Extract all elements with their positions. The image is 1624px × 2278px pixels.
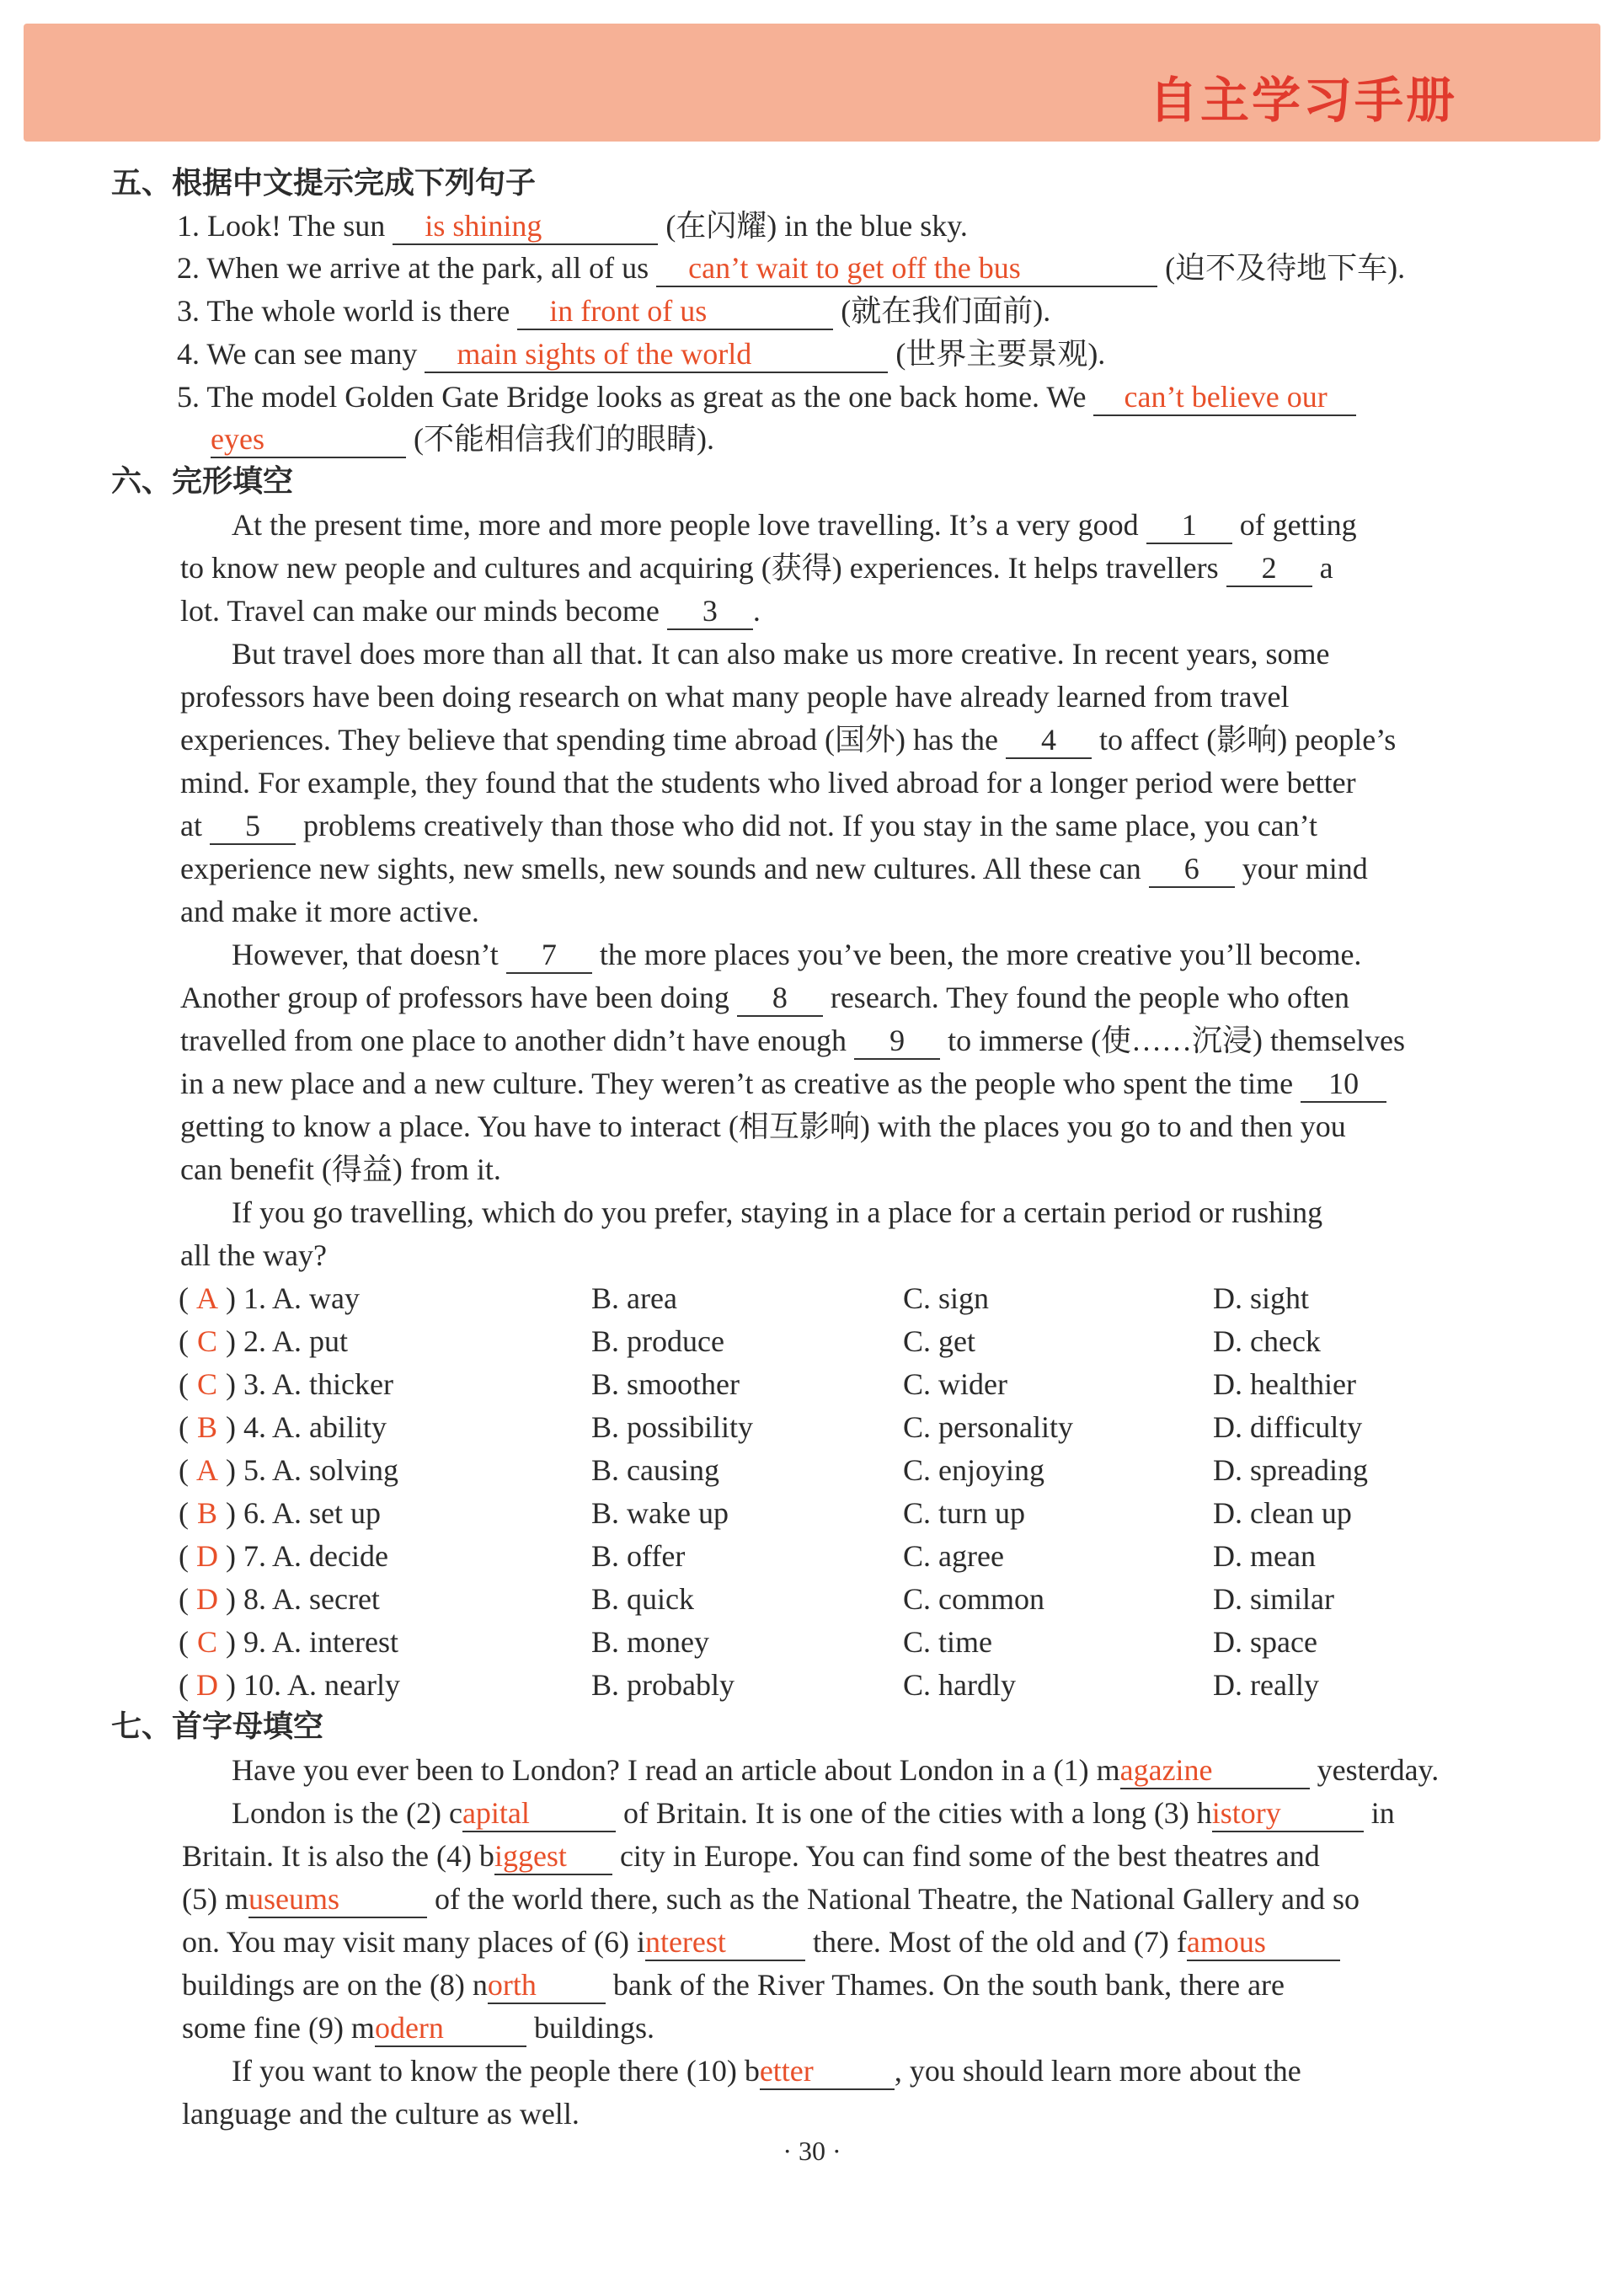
section7-heading: 七、首字母填空 <box>111 1709 324 1744</box>
text: there. Most of the old and (7) f <box>812 1925 1187 1959</box>
answer-blank <box>425 336 888 373</box>
answer-blank <box>656 250 1157 287</box>
text: 2. When we arrive at the park, all of us <box>177 251 657 285</box>
text: 1. Look! The sun <box>177 209 393 243</box>
section6-heading: 六、完形填空 <box>111 464 294 499</box>
text: (在闪耀) in the blue sky. <box>665 209 968 243</box>
option-a: ) 4. A. ability <box>226 1410 387 1444</box>
text: to know new people and cultures and acquiring (获得) experiences. It helps travellers <box>180 551 1219 585</box>
blank-number: 1 <box>1146 507 1232 544</box>
answer-blank <box>645 1924 805 1961</box>
text: , you should learn more about the <box>894 2054 1301 2088</box>
text: in <box>1370 1796 1395 1830</box>
option-b: B. possibility <box>591 1410 754 1444</box>
answer: orth <box>487 1968 537 2002</box>
answer: can’t believe our <box>1124 380 1328 414</box>
cloze-line: If you go travelling, which do you prefer, staying in a place for a certain period or rushing <box>232 1195 1323 1229</box>
answer-letter: B <box>196 1410 217 1444</box>
cloze-line <box>232 933 1361 976</box>
fill-line <box>182 1921 1340 1963</box>
cloze-line <box>180 547 1333 589</box>
paren: ( <box>179 1496 189 1530</box>
answer-blank <box>462 1795 616 1832</box>
answer-letter: D <box>196 1582 218 1616</box>
text: 4. We can see many <box>177 337 425 371</box>
header-banner <box>24 24 1600 142</box>
answer-letter: B <box>196 1496 217 1530</box>
text: (5) m <box>182 1882 248 1916</box>
text: London is the (2) c <box>232 1796 462 1830</box>
option-a: ) 1. A. way <box>226 1281 360 1315</box>
answer-letter: C <box>196 1625 217 1659</box>
text: problems creatively than those who did not. If you stay in the same place, you can’t <box>302 809 1317 842</box>
option-b: B. wake up <box>591 1496 729 1530</box>
s5-sentence-2 <box>177 247 1405 289</box>
option-d: D. mean <box>1213 1539 1316 1573</box>
answer-letter: D <box>196 1539 218 1573</box>
cloze-line: But travel does more than all that. It can also make us more creative. In recent years, some <box>232 637 1330 671</box>
option-a: ) 5. A. solving <box>226 1453 399 1487</box>
answer: eyes <box>211 422 264 456</box>
answer-blank <box>1212 1795 1364 1832</box>
question-stem <box>179 1277 360 1319</box>
option-b: B. smoother <box>591 1367 740 1401</box>
paren: ( <box>179 1668 189 1702</box>
answer: is shining <box>425 209 542 243</box>
option-b: B. causing <box>591 1453 719 1487</box>
text: bank of the River Thames. On the south bank, there are <box>612 1968 1285 2002</box>
option-c: C. common <box>903 1582 1044 1616</box>
answer-blank <box>1187 1924 1340 1961</box>
option-a: ) 6. A. set up <box>226 1496 381 1530</box>
blank-number: 2 <box>1226 550 1312 587</box>
text: research. They found the people who often <box>830 981 1349 1014</box>
text: At the present time, more and more people love travelling. It’s a very good <box>232 508 1139 542</box>
question-stem <box>179 1320 348 1362</box>
option-d: D. clean up <box>1213 1496 1352 1530</box>
text: the more places you’ve been, the more creative you’ll become. <box>599 938 1362 971</box>
paren: ( <box>179 1625 189 1659</box>
paren: ( <box>179 1324 189 1358</box>
fill-line <box>232 1792 1395 1834</box>
paren: ( <box>179 1453 189 1487</box>
paren: ( <box>179 1281 189 1315</box>
text: experiences. They believe that spending time abroad (国外) has the <box>180 723 998 757</box>
cloze-line <box>180 848 1368 890</box>
option-b: B. offer <box>591 1539 686 1573</box>
cloze-line: lot. Travel can make our minds become 3 . <box>180 590 761 632</box>
answer-letter: D <box>196 1668 218 1702</box>
answer-letter: A <box>196 1281 218 1315</box>
option-d: D. healthier <box>1213 1367 1356 1401</box>
question-stem <box>179 1406 387 1448</box>
question-stem <box>179 1535 388 1577</box>
option-d: D. really <box>1213 1668 1319 1702</box>
option-a: ) 10. A. nearly <box>226 1668 400 1702</box>
option-a: ) 8. A. secret <box>226 1582 380 1616</box>
text: on. You may visit many places of (6) i <box>182 1925 645 1959</box>
answer-blank <box>375 2010 526 2047</box>
option-a: ) 7. A. decide <box>226 1539 388 1573</box>
answer: can’t wait to get off the bus <box>688 251 1021 285</box>
question-stem <box>179 1621 398 1663</box>
text: (就在我们面前). <box>841 294 1051 328</box>
cloze-line: getting to know a place. You have to interact (相互影响) with the places you go to and then you <box>180 1110 1346 1143</box>
answer-letter: C <box>196 1324 217 1358</box>
text: experience new sights, new smells, new sounds and new cultures. All these can <box>180 852 1141 885</box>
cloze-line <box>232 504 1357 546</box>
text: (迫不及待地下车). <box>1165 251 1406 285</box>
text: city in Europe. You can find some of the best theatres and <box>619 1839 1320 1873</box>
answer-blank <box>393 208 658 245</box>
text: Another group of professors have been doing <box>180 981 729 1014</box>
blank-number: 9 <box>854 1023 940 1060</box>
text: lot. Travel can make our minds become <box>180 594 660 628</box>
text: your mind <box>1242 852 1368 885</box>
text: If you want to know the people there (10) b <box>232 2054 760 2088</box>
cloze-line <box>180 1019 1405 1061</box>
option-c: C. agree <box>903 1539 1004 1573</box>
blank-number: 7 <box>506 937 592 974</box>
s5-sentence-3 <box>177 290 1050 332</box>
blank-number: 8 <box>737 980 823 1017</box>
answer-blank <box>760 2053 895 2090</box>
option-a: ) 3. A. thicker <box>226 1367 393 1401</box>
option-d: D. spreading <box>1213 1453 1368 1487</box>
text: at <box>180 809 202 842</box>
fill-line <box>182 2007 654 2049</box>
fill-line <box>232 2050 1301 2092</box>
fill-line <box>182 1835 1320 1877</box>
s5-sentence-4 <box>177 333 1105 375</box>
answer-blank <box>1093 379 1356 416</box>
option-c: C. hardly <box>903 1668 1016 1702</box>
page-title: 自主学习手册 <box>1148 72 1457 129</box>
cloze-line: mind. For example, they found that the students who lived abroad for a longer period were better <box>180 766 1356 799</box>
paren: ( <box>179 1582 189 1616</box>
option-c: C. turn up <box>903 1496 1026 1530</box>
question-stem <box>179 1492 381 1534</box>
page-number: · 30 · <box>783 2136 841 2166</box>
answer-blank <box>1120 1752 1310 1789</box>
text: However, that doesn’t <box>232 938 499 971</box>
question-stem <box>179 1664 400 1706</box>
paren: ( <box>179 1410 189 1444</box>
text: of getting <box>1239 508 1357 542</box>
answer-blank <box>211 421 406 458</box>
cloze-line <box>180 976 1349 1019</box>
answer: apital <box>462 1796 530 1830</box>
answer: main sights of the world <box>457 337 752 371</box>
option-d: D. check <box>1213 1324 1321 1358</box>
text: a <box>1319 551 1333 585</box>
blank-number: 4 <box>1006 722 1092 759</box>
option-d: D. sight <box>1213 1281 1310 1315</box>
option-b: B. quick <box>591 1582 694 1616</box>
answer: etter <box>759 2054 814 2088</box>
s5-sentence-5-cont <box>211 418 714 460</box>
blank-number: 3 <box>667 593 753 630</box>
fill-line <box>182 1964 1285 2006</box>
option-b: B. area <box>591 1281 677 1315</box>
text: (不能相信我们的眼睛). <box>414 422 714 456</box>
s5-sentence-1 <box>177 205 968 247</box>
text: to affect (影响) people’s <box>1099 723 1397 757</box>
option-b: B. money <box>591 1625 709 1659</box>
cloze-line: professors have been doing research on what many people have already learned from travel <box>180 680 1290 714</box>
question-stem <box>179 1363 393 1405</box>
cloze-line <box>180 719 1396 761</box>
answer: nterest <box>644 1925 726 1959</box>
text: of the world there, such as the National Theatre, the National Gallery and so <box>434 1882 1360 1916</box>
text: Britain. It is also the (4) b <box>182 1839 494 1873</box>
question-stem <box>179 1449 398 1491</box>
answer: in front of us <box>549 294 708 328</box>
option-b: B. produce <box>591 1324 724 1358</box>
section5-heading: 五、根据中文提示完成下列句子 <box>111 166 537 201</box>
paren: ( <box>179 1539 189 1573</box>
text: in a new place and a new culture. They weren’t as creative as the people who spent the time <box>180 1067 1294 1100</box>
text: buildings are on the (8) n <box>182 1968 488 2002</box>
answer: amous <box>1186 1925 1266 1959</box>
option-a: ) 9. A. interest <box>226 1625 398 1659</box>
cloze-line <box>180 1062 1386 1104</box>
question-stem <box>179 1578 380 1620</box>
answer: iggest <box>494 1839 567 1873</box>
answer: istory <box>1211 1796 1281 1830</box>
fill-line: language and the culture as well. <box>182 2097 580 2131</box>
answer-blank <box>248 1881 427 1918</box>
answer-letter: C <box>196 1367 217 1401</box>
text: to immerse (使……沉浸) themselves <box>948 1024 1405 1057</box>
text: buildings. <box>533 2011 654 2045</box>
text: 5. The model Golden Gate Bridge looks as great as the one back home. We <box>177 380 1094 414</box>
answer: useums <box>248 1882 339 1916</box>
text: some fine (9) m <box>182 2011 375 2045</box>
option-b: B. probably <box>591 1668 735 1702</box>
option-d: D. space <box>1213 1625 1317 1659</box>
text: Have you ever been to London? I read an article about London in a (1) m <box>232 1753 1120 1787</box>
blank-number: 6 <box>1149 851 1235 888</box>
option-d: D. similar <box>1213 1582 1334 1616</box>
cloze-line: can benefit (得益) from it. <box>180 1152 501 1186</box>
paren: ( <box>179 1367 189 1401</box>
option-c: C. sign <box>903 1281 990 1315</box>
answer-blank <box>494 1838 612 1875</box>
text: (世界主要景观). <box>895 337 1106 371</box>
option-c: C. wider <box>903 1367 1007 1401</box>
answer-blank <box>488 1967 606 2004</box>
fill-line <box>232 1749 1439 1791</box>
answer: odern <box>374 2011 444 2045</box>
answer: agazine <box>1119 1753 1213 1787</box>
option-c: C. personality <box>903 1410 1073 1444</box>
blank-number: 10 <box>1301 1066 1386 1103</box>
text: 3. The whole world is there <box>177 294 518 328</box>
option-d: D. difficulty <box>1213 1410 1363 1444</box>
text: yesterday. <box>1317 1753 1440 1787</box>
option-c: C. enjoying <box>903 1453 1044 1487</box>
answer-blank <box>517 293 833 330</box>
option-a: ) 2. A. put <box>226 1324 349 1358</box>
answer-letter: A <box>196 1453 218 1487</box>
text: travelled from one place to another didn’t have enough <box>180 1024 847 1057</box>
s5-sentence-5 <box>177 376 1356 418</box>
fill-line <box>182 1878 1360 1920</box>
cloze-line: and make it more active. <box>180 895 479 928</box>
cloze-line: all the way? <box>180 1238 327 1272</box>
blank-number: 5 <box>210 808 296 845</box>
option-c: C. time <box>903 1625 992 1659</box>
text: of Britain. It is one of the cities with a long (3) h <box>622 1796 1212 1830</box>
cloze-line <box>180 805 1317 847</box>
option-c: C. get <box>903 1324 975 1358</box>
